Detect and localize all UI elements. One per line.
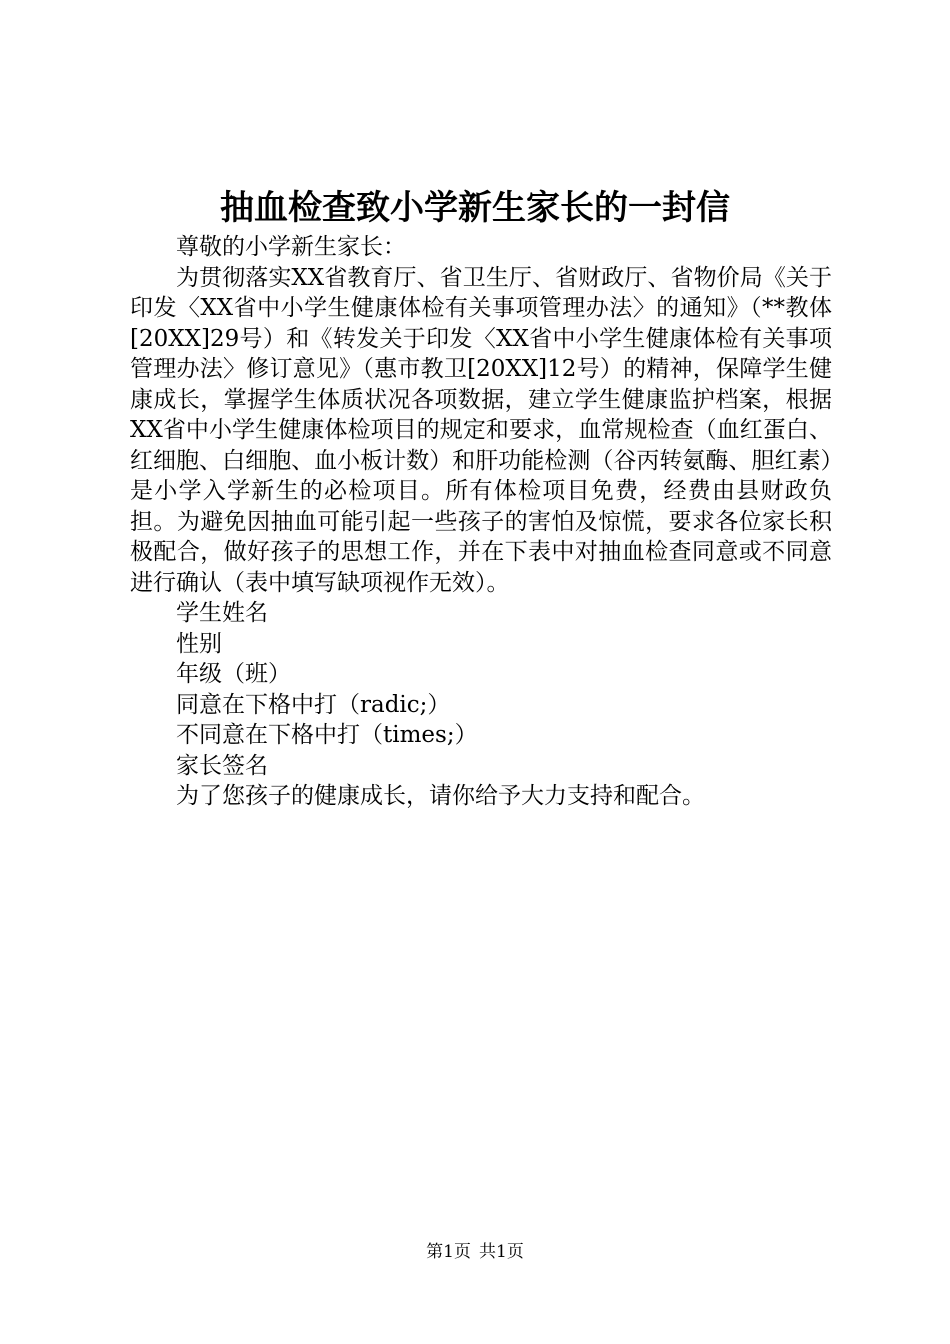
form-field-agree: 同意在下格中打（radic;） bbox=[176, 691, 451, 718]
salutation: 尊敬的小学新生家长： bbox=[176, 234, 406, 260]
document-body bbox=[130, 232, 832, 812]
closing-line: 为了您孩子的健康成长，请你给予大力支持和配合。 bbox=[176, 783, 705, 809]
main-paragraph: 为贯彻落实XX省教育厅、省卫生厅、省财政厅、省物价局《关于印发〈XX省中小学生健康体检有关事项管理办法〉的通知》（**教体[20XX]29号）和《转发关于印发〈XX省中小学生健康体检有关事项管理办法〉修订意见》（惠市教卫[20XX]12号）的精神，保障学生健康成长，掌握学生体质状况各项数据，建立学生健康监护档案，根据XX省中小学生健康体检项目的规定和要求，血常规检查（血红蛋白、红细胞、白细胞、血小板计数）和肝功能检测（谷丙转氨酶、胆红素）是小学入学新生的必检项目。所有体检项目免费，经费由县财政负担。为避免因抽血可能引起一些孩子的害怕及惊慌，要求各位家长积极配合，做好孩子的思想工作，并在下表中对抽血检查同意或不同意进行确认（表中填写缺项视作无效）。 bbox=[130, 264, 832, 596]
form-field-disagree: 不同意在下格中打（times;） bbox=[176, 722, 478, 748]
form-field-gender: 性别 bbox=[176, 630, 222, 657]
page-footer bbox=[0, 1240, 950, 1264]
document-title: 抽血检查致小学新生家长的一封信 bbox=[220, 188, 730, 228]
page-number-current: 第1页 bbox=[426, 1242, 471, 1262]
page-number-total: 共1页 bbox=[479, 1242, 524, 1262]
form-field-grade-class: 年级（班） bbox=[176, 661, 291, 687]
form-field-parent-signature: 家长签名 bbox=[176, 752, 268, 779]
form-field-student-name: 学生姓名 bbox=[176, 600, 268, 626]
